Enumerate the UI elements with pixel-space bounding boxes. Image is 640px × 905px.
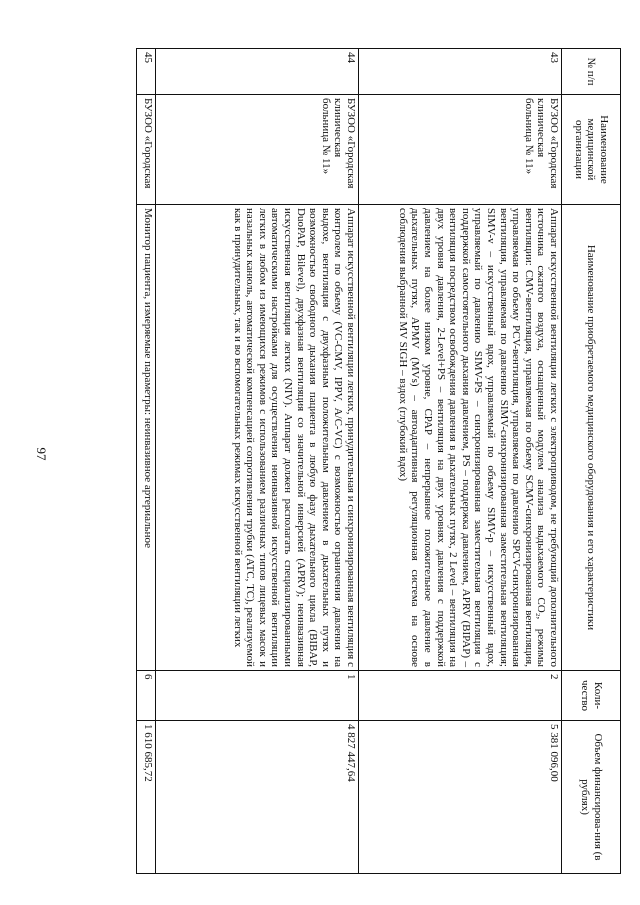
header-num: № п/п [562, 49, 621, 95]
row-org: БУЗОО «Городская клиническая больница № 11» [156, 95, 359, 205]
header-quantity: Коли-чество [562, 671, 621, 721]
header-amount: Объем финансирова-ния (в рублях) [562, 721, 621, 874]
table-header-row [562, 49, 621, 874]
row-num: 43 [359, 49, 562, 95]
equipment-table [136, 48, 621, 874]
header-org: Наименование медицинской организации [562, 95, 621, 205]
row-amount: 5 381 096,00 [359, 721, 562, 874]
row-quantity: 6 [137, 671, 156, 721]
page-number: 97 [34, 447, 49, 461]
row-equipment: Аппарат искусственной вентиляции легких, принудительная и синхронизированная вентиляция с контролем по объему (VC-CMV, IPPV, A/C-VC) с возможностью ограничения давления на выдохе, вентиляция с двухфазным положительным давлением в дыхательных путях и возможностью свободного дыхания пациента в любую фазу дыхательного цикла (BIBAP, DuoPAP, Bilevel), двухфазная вентиляция со значительной инверсией (APRV); неинвазивная искусственная вентиляция легких (NIV). Аппарат должен располагать специализированными автоматическими настройками для осуществления неинвазивной искусственной вентиляции легких в любом из имеющихся режимов с использованием различных типов лицевых масок и назальных канюль, автоматической компенсацией сопротивления трубки (ATC, TC), реализуемой как в принудительных, так и во вспомогательных режимах искусственной вентиляции легких [156, 205, 359, 671]
document-page [94, 48, 621, 873]
row-equipment: Монитор пациента, измеряемые параметры: неинвазивное артериальное [137, 205, 156, 671]
row-equipment: Аппарат искусственной вентиляции легких с электроприводом, не требующий дополнительного источника сжатого воздуха, оснащенный модулем анализа выдыхаемого CO₂, режимы вентиляции: CMV-вентиляция, управляемая по объему SCMV-синхронизированная вентиляция, управляемая по объему PCV-вентиляция, управляемая по давлению SPCV-синхронизированная вентиляция, управляемая по давлению SIMV-синхронизированная заместительная вентиляция; SIMV-v – искусственный вдох, управляемый по объему SIMV-p – искусственный вдох, управляемый по давлению SIMV-PS – синхронизированная заместительная вентиляция с поддержкой самостоятельного дыхания давлением, PS – поддержка давлением, APRV (BIPAP) – вентиляция посредством освобождения давления в дыхательных путях, 2 Level – вентиляция на двух уровня давления, 2-Level+PS – вентиляция на двух уровнях давления с поддержкой давлением на более низком уровне, CPAP – непрерывное положительное давление в дыхательных путях, APMV (MVs) – автоадаптивная регуляционная система на основе соблюдения выбранной MV SIGH – вздох (глубокий вдох) [359, 205, 562, 671]
row-amount: 1 610 685,72 [137, 721, 156, 874]
header-equipment: Наименование приобретаемого медицинского оборудования и его характеристики [562, 205, 621, 671]
row-num: 44 [156, 49, 359, 95]
rotated-table-container [94, 48, 621, 873]
table-row [359, 49, 562, 874]
table-row [137, 49, 156, 874]
row-quantity: 1 [156, 671, 359, 721]
row-org: БУЗОО «Городская клиническая больница № 11» [359, 95, 562, 205]
table-row [156, 49, 359, 874]
row-num: 45 [137, 49, 156, 95]
row-org: БУЗОО «Городская [137, 95, 156, 205]
row-quantity: 2 [359, 671, 562, 721]
row-amount: 4 827 447,64 [156, 721, 359, 874]
